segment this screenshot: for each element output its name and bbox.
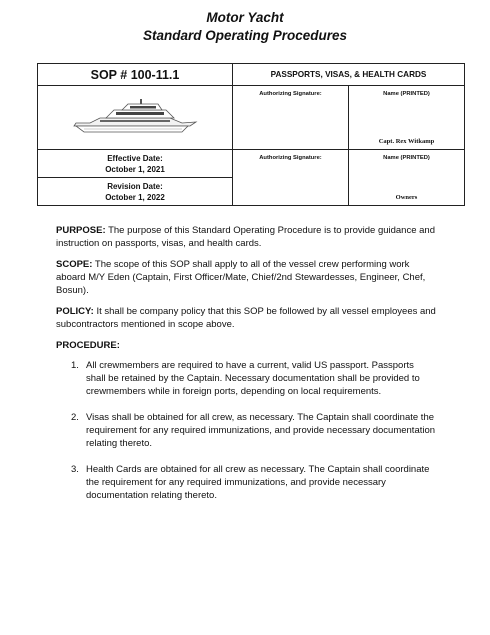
yacht-image [70,96,200,140]
step-number: 2. [71,412,79,423]
step-text: Visas shall be obtained for all crew, as necessary. The Captain shall coordinate the requirement for any required immunizations, and provide necessary documentation relating thereto. [86,412,436,449]
document-title-line1: Motor Yacht [206,10,284,25]
procedure-heading: PROCEDURE: [56,340,120,351]
effective-date-cell [38,150,233,178]
procedure-list [56,359,436,502]
procedure-step [56,411,436,450]
sop-number: SOP # 100-11.1 [38,64,233,86]
procedure-step [56,359,436,398]
step-number: 1. [71,360,79,371]
revision-date-value: October 1, 2022 [105,192,165,202]
name-printed-label-2: Name (PRINTED) [383,155,430,161]
name-printed-2 [349,150,465,206]
step-number: 3. [71,464,79,475]
revision-date-cell [38,178,233,206]
policy-text: It shall be company policy that this SOP be followed by all vessel employees and subcontractors mentioned in scope above. [56,306,436,330]
purpose-label: PURPOSE: [56,225,106,236]
policy-label: POLICY: [56,306,94,317]
captain-name: Capt. Rex Witkamp [378,138,435,145]
policy-paragraph [56,305,436,331]
revision-date-label: Revision Date: [107,181,163,191]
effective-date-value: October 1, 2021 [105,164,165,174]
name-printed-label: Name (PRINTED) [383,91,430,97]
scope-paragraph [56,258,436,297]
owners-name: Owners [395,194,418,201]
sop-topic: PASSPORTS, VISAS, & HEALTH CARDS [233,64,465,86]
authorizing-signature-2 [233,150,349,206]
step-text: All crewmembers are required to have a current, valid US passport. Passports shall be retained by the Captain. Necessary documentation shall be provided to crewmembers while in foreign ports, depending on local requirements. [86,360,420,397]
sop-header-table [37,63,465,206]
effective-date-label: Effective Date: [107,153,163,163]
yacht-illustration [38,86,233,150]
authorizing-signature-label-2: Authorizing Signature: [259,155,322,161]
purpose-paragraph [56,224,436,250]
scope-label: SCOPE: [56,259,93,270]
authorizing-signature-1 [233,86,349,150]
purpose-text: The purpose of this Standard Operating Procedure is to provide guidance and instruction on passports, visas, and health cards. [56,225,435,249]
scope-text: The scope of this SOP shall apply to all of the vessel crew performing work aboard M/Y Eden (Captain, First Officer/Mate, Chief/2nd Stewardesses, Engineer, Chef, Bosun). [56,259,426,296]
document-body [56,224,436,515]
step-text: Health Cards are obtained for all crew as necessary. The Captain shall coordinate the requirement for any required immunizations, and provide necessary documentation relating thereto. [86,464,430,501]
document-title-line2: Standard Operating Procedures [142,28,348,43]
authorizing-signature-label: Authorizing Signature: [259,91,322,97]
procedure-step [56,463,436,502]
name-printed-1 [349,86,465,150]
